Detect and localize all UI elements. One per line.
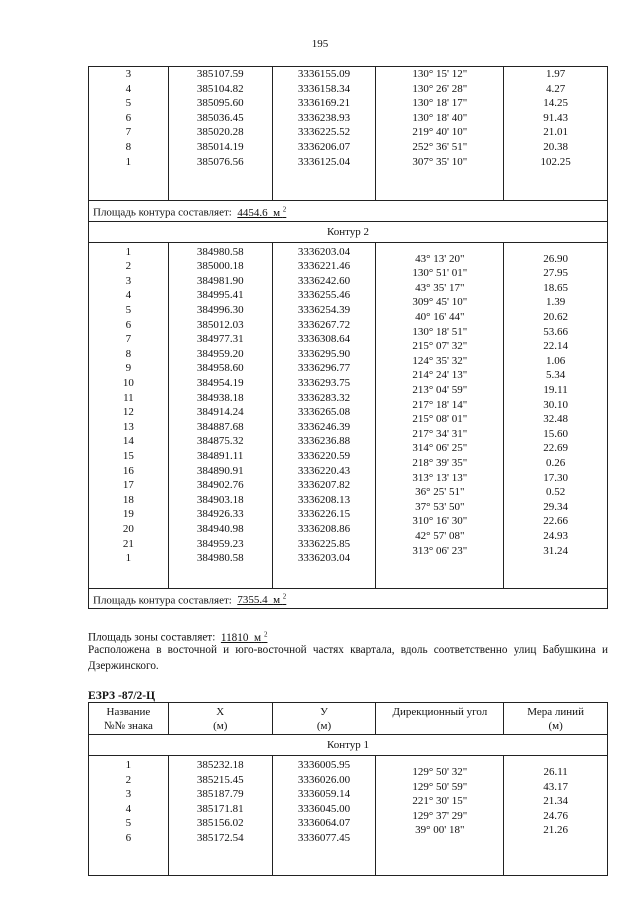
table-cell: 384954.19 — [196, 377, 244, 389]
table-cell: 385020.28 — [196, 126, 244, 139]
table-cell: 3336221.46 — [297, 260, 351, 273]
col-angles-3 — [376, 756, 504, 876]
table-cell: 384940.98 — [196, 522, 244, 535]
table-cell: 385014.19 — [196, 140, 244, 153]
table-cell: 3336242.60 — [297, 274, 351, 287]
table-cell: 20.62 — [543, 311, 568, 324]
table-cell: 11 — [123, 391, 134, 404]
table-cell: 12 — [122, 406, 134, 419]
table-cell: 2 — [125, 260, 132, 273]
table-cell: 2 — [125, 773, 132, 786]
table-cell: 384914.24 — [196, 406, 244, 419]
table-cell: 18 — [122, 493, 134, 506]
table-cell: 1 — [125, 552, 132, 565]
table-cell: 3336255.46 — [297, 289, 351, 302]
area-label-2: Площадь контура составляет: — [93, 594, 232, 607]
table-cell: 91.43 — [543, 111, 568, 124]
table-cell: 1.06 — [545, 354, 566, 367]
table-cell: 385171.81 — [196, 802, 244, 815]
table-cell: 1.39 — [545, 296, 566, 309]
table-cell: 13 — [122, 420, 134, 433]
col-point-numbers-3 — [89, 756, 169, 876]
table-cell: 8 — [125, 347, 132, 360]
table-cell: 129° 50' 32" — [412, 766, 468, 778]
table-cell: 3336203.04 — [297, 245, 351, 258]
table-cell: 384981.90 — [196, 274, 244, 287]
table-cell: 21 — [122, 537, 134, 550]
table-cell: 43° 13' 20" — [415, 252, 465, 265]
table-cell: 1 — [125, 759, 132, 771]
table-cell: 9 — [125, 362, 132, 375]
table-cell: 384959.20 — [196, 347, 244, 360]
table-cell: 130° 15' 12" — [412, 68, 468, 80]
col-y-values — [272, 67, 376, 201]
coordinates-table-1 — [88, 66, 608, 609]
table-cell: 217° 34' 31" — [412, 427, 468, 440]
table-cell: 384926.33 — [196, 508, 244, 521]
table-cell: 3336236.88 — [297, 435, 351, 448]
table-cell: 3336225.85 — [297, 537, 351, 550]
header-x: X (м) — [168, 703, 272, 735]
table-cell: 3336225.52 — [297, 126, 351, 139]
table-cell: 18.65 — [543, 281, 568, 294]
table-cell: 3336169.21 — [297, 97, 351, 110]
table-cell: 385156.02 — [196, 817, 244, 830]
table-cell: 3336254.39 — [297, 304, 351, 317]
table-cell: 3336059.14 — [297, 788, 351, 801]
contour2-area-row — [89, 588, 608, 609]
table-cell: 3336220.59 — [297, 449, 351, 462]
contour1-header: Контур 1 — [89, 735, 608, 756]
table-cell: 21.34 — [543, 795, 568, 808]
table-cell: 3336283.32 — [297, 391, 351, 404]
table-cell: 3 — [125, 274, 132, 287]
table-cell: 385012.03 — [196, 318, 244, 331]
zone-area-line: Площадь зоны составляет: 11810 м $^2$ — [88, 630, 268, 644]
table-cell: 3 — [125, 68, 132, 80]
header-angle: Дирекционный угол — [376, 703, 504, 735]
table-cell: 129° 50' 59" — [412, 780, 468, 793]
table-cell: 314° 06' 25" — [412, 442, 468, 455]
table-cell: 10 — [122, 377, 134, 389]
table-cell: 385187.79 — [196, 788, 244, 801]
table-cell: 14 — [122, 435, 134, 448]
table-cell: 22.14 — [543, 340, 568, 353]
table-cell: 24.76 — [543, 809, 568, 822]
table-cell: 385232.18 — [196, 759, 244, 771]
table-cell: 21.26 — [543, 824, 568, 837]
table-cell: 4.27 — [545, 82, 566, 95]
table-cell: 14.25 — [543, 97, 568, 110]
table-cell: 3336155.09 — [297, 68, 351, 80]
table-cell: 102.25 — [540, 155, 571, 168]
table-cell: 3336125.04 — [297, 155, 351, 168]
table-cell: 20 — [122, 522, 134, 535]
table-cell: 37° 53' 50" — [415, 500, 465, 513]
table-cell: 3336203.04 — [297, 552, 351, 565]
header-y: У (м) — [272, 703, 376, 735]
table-cell: 3336265.08 — [297, 406, 351, 419]
col-measures-3 — [504, 756, 608, 876]
table-cell: 17.30 — [543, 471, 568, 484]
table-cell: 384890.91 — [196, 464, 244, 477]
table-cell: 385107.59 — [196, 68, 244, 80]
table-cell: 16 — [122, 464, 134, 477]
table-cell: 130° 18' 51" — [412, 325, 468, 338]
table-cell: 384887.68 — [196, 420, 244, 433]
table-cell: 384995.41 — [196, 289, 244, 302]
table-cell: 384875.32 — [196, 435, 244, 448]
table-cell: 215° 07' 32" — [412, 340, 468, 353]
table-cell: 3336226.15 — [297, 508, 351, 521]
table-cell: 384977.31 — [196, 333, 244, 346]
col-x-values — [168, 67, 272, 201]
table-cell: 3336238.93 — [297, 111, 351, 124]
table-cell: 17 — [122, 479, 134, 492]
table-cell: 3336077.45 — [297, 831, 351, 844]
table-cell: 3336064.07 — [297, 817, 351, 830]
table-cell: 6 — [125, 318, 132, 331]
table-cell: 42° 57' 08" — [415, 529, 465, 542]
table-cell: 215° 08' 01" — [412, 413, 468, 426]
table-cell: 385095.60 — [196, 97, 244, 110]
table-cell: 7 — [125, 126, 132, 139]
table-cell: 3336296.77 — [297, 362, 351, 375]
table-cell: 1 — [125, 245, 132, 258]
table-cell: 3336308.64 — [297, 333, 351, 346]
table-cell: 385215.45 — [196, 773, 244, 786]
table-cell: 3336158.34 — [297, 82, 351, 95]
table-cell: 384959.23 — [196, 537, 244, 550]
table-cell: 29.34 — [543, 500, 568, 513]
table-cell: 19 — [122, 508, 134, 521]
table-cell: 3336293.75 — [297, 377, 351, 389]
zone-title: ЕЗРЗ -87/2-Ц — [88, 690, 156, 702]
table-cell: 22.69 — [543, 442, 568, 455]
table-cell: 3336045.00 — [297, 802, 351, 815]
table-cell: 4 — [125, 802, 132, 815]
table-cell: 19.11 — [543, 384, 568, 396]
contour2-header: Контур 2 — [89, 221, 608, 242]
table-cell: 15.60 — [543, 427, 568, 440]
table-cell: 0.26 — [545, 456, 566, 469]
table-cell: 218° 39' 35" — [412, 456, 468, 469]
table-cell: 3336208.13 — [297, 493, 351, 506]
table-cell: 384958.60 — [196, 362, 244, 375]
table-cell: 124° 35' 32" — [412, 354, 468, 367]
table-cell: 3336246.39 — [297, 420, 351, 433]
table-cell: 384980.58 — [196, 552, 244, 565]
zone-description: Расположена в восточной и юго-восточной частях квартала, вдоль соответственно улиц Бабушкина и Дзержинского. — [88, 644, 608, 672]
table-cell: 8 — [125, 140, 132, 153]
table-cell: 213° 04' 59" — [412, 384, 468, 396]
table-cell: 43° 35' 17" — [415, 281, 465, 294]
table-cell: 3336207.82 — [297, 479, 351, 492]
area-value: 4454.6 м $^2$ — [237, 205, 287, 219]
table-cell: 26.90 — [543, 252, 568, 265]
contour1-area-row — [89, 201, 608, 222]
col-y-values-3 — [272, 756, 376, 876]
table-cell: 21.01 — [543, 126, 568, 139]
table-cell: 3336267.72 — [297, 318, 351, 331]
table-cell: 313° 06' 23" — [412, 544, 468, 557]
table-cell: 217° 18' 14" — [412, 398, 468, 411]
coordinates-table-2 — [88, 702, 608, 876]
table-cell: 1.97 — [545, 68, 566, 80]
table-cell: 385036.45 — [196, 111, 244, 124]
table-cell: 221° 30' 15" — [412, 795, 468, 808]
table-cell: 214° 24' 13" — [412, 369, 468, 382]
table-cell: 384980.58 — [196, 245, 244, 258]
area-label: Площадь контура составляет: — [93, 206, 232, 219]
col-measures — [504, 67, 608, 201]
table-cell: 43.17 — [543, 780, 568, 793]
table-cell: 385076.56 — [196, 155, 244, 168]
col-x-values-2 — [168, 242, 272, 588]
table-cell: 310° 16' 30" — [412, 515, 468, 528]
table-cell: 384938.18 — [196, 391, 244, 404]
table-cell: 307° 35' 10" — [412, 155, 468, 168]
col-point-numbers — [89, 67, 169, 201]
table-cell: 385000.18 — [196, 260, 244, 273]
table-cell: 384903.18 — [196, 493, 244, 506]
table-cell: 6 — [125, 831, 132, 844]
header-measure: Мера линий (м) — [504, 703, 608, 735]
table-cell: 3336295.90 — [297, 347, 351, 360]
table-cell: 36° 25' 51" — [415, 486, 465, 499]
table-cell: 384891.11 — [197, 449, 244, 462]
table-cell: 252° 36' 51" — [412, 140, 468, 153]
col-angles-2 — [376, 242, 504, 588]
col-x-values-3 — [168, 756, 272, 876]
col-angles — [376, 67, 504, 201]
table-cell: 53.66 — [543, 325, 568, 338]
table-cell: 313° 13' 13" — [412, 471, 468, 484]
table-cell: 32.48 — [543, 413, 568, 426]
table-cell: 130° 18' 17" — [412, 97, 468, 110]
table-cell: 129° 37' 29" — [412, 809, 468, 822]
table-cell: 6 — [125, 111, 132, 124]
col-point-numbers-2 — [89, 242, 169, 588]
table-cell: 3336208.86 — [297, 522, 351, 535]
table-cell: 5 — [125, 304, 132, 317]
table-cell: 130° 26' 28" — [412, 82, 468, 95]
table-cell: 385172.54 — [196, 831, 244, 844]
table-cell: 3336220.43 — [297, 464, 351, 477]
table-cell: 219° 40' 10" — [412, 126, 468, 139]
table-cell: 15 — [122, 449, 134, 462]
table-cell: 20.38 — [543, 140, 568, 153]
table-cell: 5.34 — [545, 369, 566, 382]
header-name: Название №№ знака — [89, 703, 169, 735]
table-cell: 384902.76 — [196, 479, 244, 492]
table-cell: 3336206.07 — [297, 140, 351, 153]
table-cell: 22.66 — [543, 515, 568, 528]
table-cell: 30.10 — [543, 398, 568, 411]
table-cell: 1 — [125, 155, 132, 168]
table-cell: 24.93 — [543, 529, 568, 542]
table-cell: 130° 18' 40" — [412, 111, 468, 124]
col-measures-2 — [504, 242, 608, 588]
area-value-2: 7355.4 м $^2$ — [237, 592, 287, 607]
table-cell: 40° 16' 44" — [415, 311, 465, 324]
table-cell: 384996.30 — [196, 304, 244, 317]
table-cell: 31.24 — [543, 544, 568, 557]
table-cell: 0.52 — [545, 486, 566, 499]
table-cell: 3336005.95 — [297, 759, 351, 771]
page-number: 195 — [311, 38, 329, 50]
table-cell: 4 — [125, 82, 132, 95]
table-cell: 3 — [125, 788, 132, 801]
table-cell: 39° 00' 18" — [415, 824, 465, 837]
table-cell: 5 — [125, 97, 132, 110]
col-y-values-2 — [272, 242, 376, 588]
table-cell: 4 — [125, 289, 132, 302]
table-cell: 385104.82 — [196, 82, 244, 95]
table-cell: 3336026.00 — [297, 773, 351, 786]
table-cell: 7 — [125, 333, 132, 346]
table-cell: 130° 51' 01" — [412, 267, 468, 280]
table-cell: 309° 45' 10" — [412, 296, 468, 309]
table-cell: 5 — [125, 817, 132, 830]
table-cell: 27.95 — [543, 267, 568, 280]
table-cell: 26.11 — [543, 766, 568, 778]
